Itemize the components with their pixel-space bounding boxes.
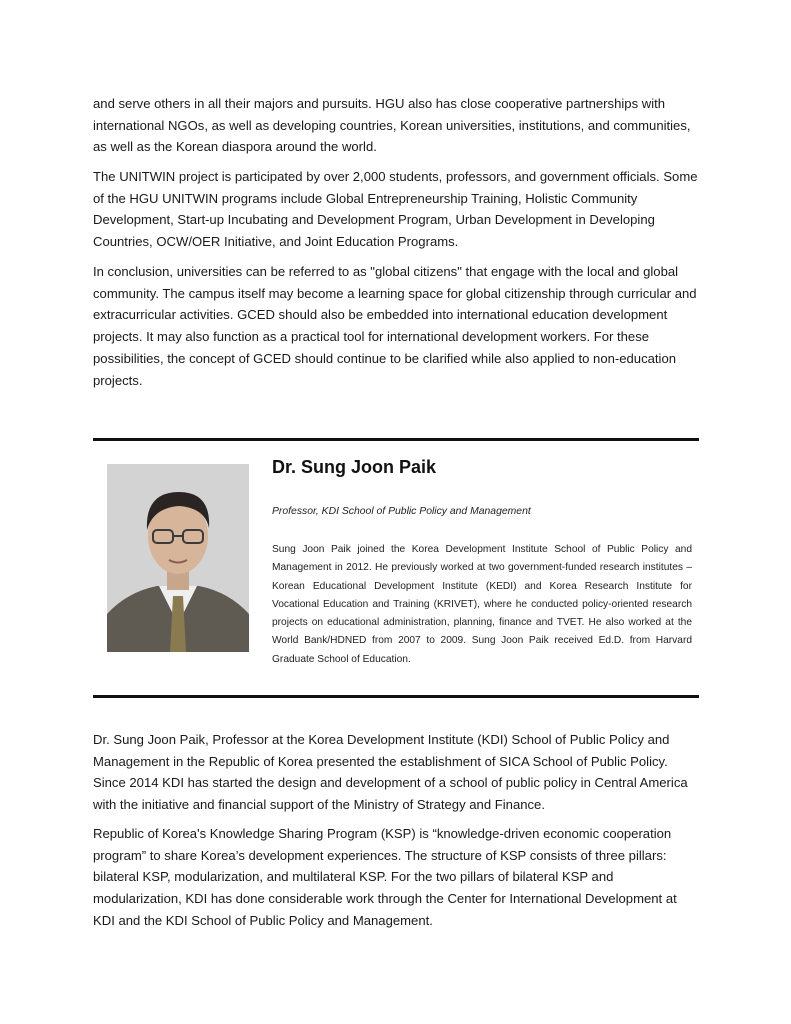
speaker-bio: Sung Joon Paik joined the Korea Development Institute School of Public Policy and Management in 2012. He previously worked at two government-funded research institutes – Korean Educational Development Institute (KEDI) and Korea Research Institute for Vocational Education and Training (KRIVET), where he conducted policy-oriented research projects on educational administration, planning, finance and TVET. He also worked at the World Bank/HDNED from 2007 to 2009. Sung Joon Paik received Ed.D. from Harvard Graduate School of Education. — [272, 544, 692, 665]
body-paragraph: In conclusion, universities can be referred to as "global citizens" that engage with the local and global community. The campus itself may become a learning space for global citizenship through curricular and extracurricular activities. GCED should also be embedded into international education development projects. It may also function as a practical tool for international development workers. For these possibilities, the concept of GCED should continue to be clarified while also applied to non-education projects. — [93, 264, 697, 388]
divider-bottom — [93, 695, 699, 698]
body-paragraph: Dr. Sung Joon Paik, Professor at the Korea Development Institute (KDI) School of Public Policy and Management in the Republic of Korea presented the establishment of SICA School of Public Policy. Since 2014 KDI has started the design and development of a school of public policy in Central America with the initiative and financial support of the Ministry of Strategy and Finance. — [93, 732, 688, 813]
speaker-name: Dr. Sung Joon Paik — [272, 457, 437, 477]
portrait-image — [107, 464, 249, 652]
speaker-title: Professor, KDI School of Public Policy and Management — [272, 506, 531, 517]
body-paragraph: Republic of Korea's Knowledge Sharing Program (KSP) is “knowledge-driven economic cooperation program” to share Korea’s development experiences. The structure of KSP consists of three pillars: bilateral KSP, modularization, and multilateral KSP. For the two pillars of bilateral KSP and modularization, KDI has done considerable work through the Center for International Development at KDI and the KDI School of Public Policy and Management. — [93, 826, 677, 928]
divider-top — [93, 438, 699, 441]
body-paragraph: The UNITWIN project is participated by over 2,000 students, professors, and government officials. Some of the HGU UNITWIN programs include Global Entrepreneurship Training, Holistic Community Development, Start-up Incubating and Development Program, Urban Development in Developing Countries, OCW/OER Initiative, and Joint Education Programs. — [93, 169, 698, 250]
body-paragraph: and serve others in all their majors and pursuits. HGU also has close cooperative partnerships with international NGOs, as well as developing countries, Korean universities, institutions, and communities, as well as the Korean diaspora around the world. — [93, 96, 691, 155]
speaker-photo — [107, 464, 249, 652]
